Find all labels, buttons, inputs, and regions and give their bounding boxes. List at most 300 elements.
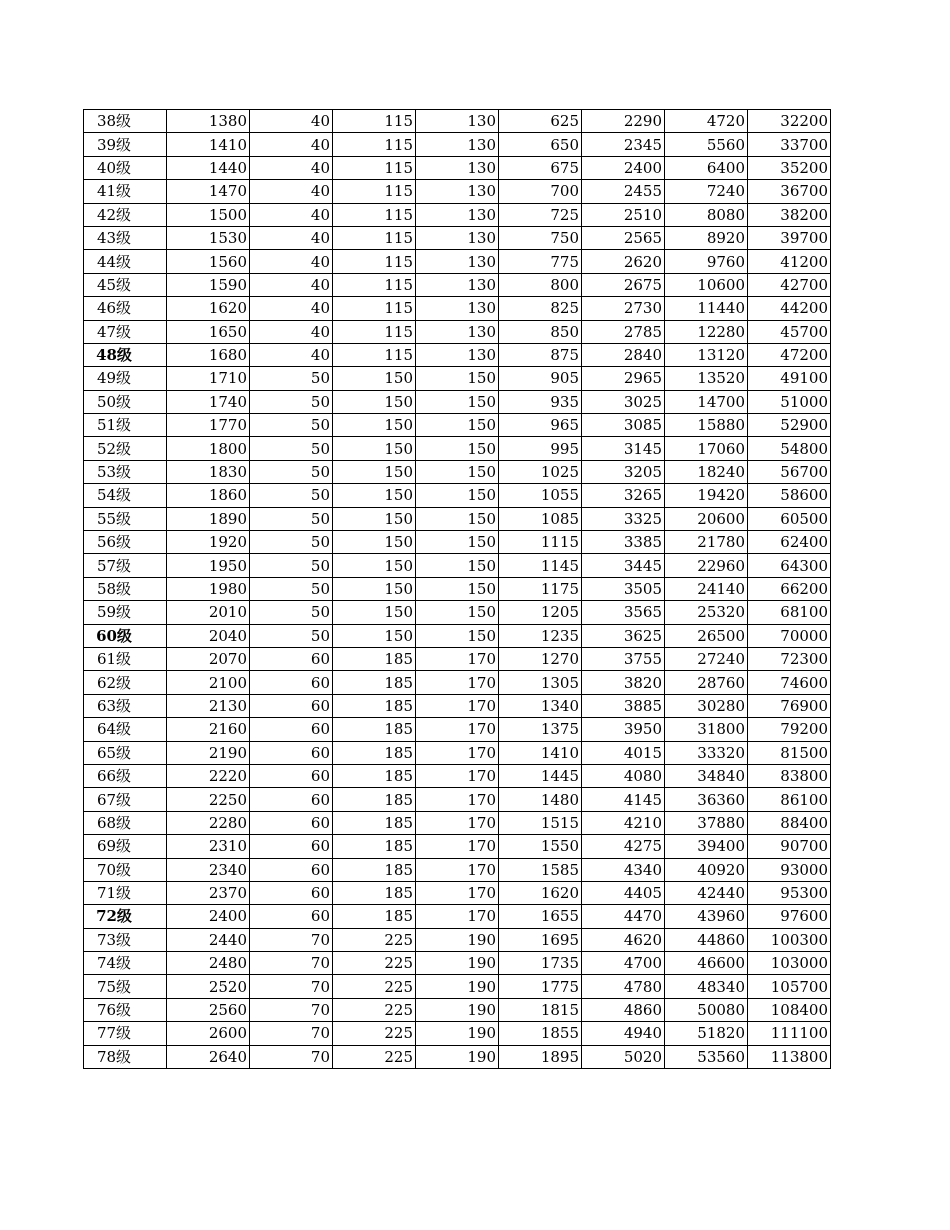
table-row <box>84 343 831 366</box>
value-cell-col-4: 190 <box>416 1022 499 1045</box>
value-cell-col-3: 225 <box>333 952 416 975</box>
table-row <box>84 1045 831 1068</box>
table-row <box>84 367 831 390</box>
table-row <box>84 788 831 811</box>
value-cell-col-3: 185 <box>333 905 416 928</box>
value-cell-col-4: 150 <box>416 437 499 460</box>
value-cell-col-5: 1815 <box>499 998 582 1021</box>
value-cell-col-7: 48340 <box>665 975 748 998</box>
value-cell-col-3: 185 <box>333 881 416 904</box>
value-cell-col-7: 39400 <box>665 835 748 858</box>
value-cell-col-5: 1410 <box>499 741 582 764</box>
table-row <box>84 928 831 951</box>
value-cell-col-5: 825 <box>499 297 582 320</box>
value-cell-col-3: 185 <box>333 671 416 694</box>
value-cell-col-1: 2070 <box>167 647 250 670</box>
value-cell-col-4: 130 <box>416 110 499 133</box>
value-cell-col-7: 33320 <box>665 741 748 764</box>
value-cell-col-5: 1775 <box>499 975 582 998</box>
value-cell-col-8: 66200 <box>748 577 831 600</box>
value-cell-col-1: 1890 <box>167 507 250 530</box>
level-cell: 71级 <box>84 881 167 904</box>
value-cell-col-6: 4780 <box>582 975 665 998</box>
value-cell-col-2: 50 <box>250 484 333 507</box>
value-cell-col-2: 60 <box>250 881 333 904</box>
table-row <box>84 180 831 203</box>
value-cell-col-3: 150 <box>333 507 416 530</box>
value-cell-col-1: 2640 <box>167 1045 250 1068</box>
level-cell: 38级 <box>84 110 167 133</box>
value-cell-col-8: 83800 <box>748 764 831 787</box>
value-cell-col-3: 115 <box>333 110 416 133</box>
value-cell-col-8: 74600 <box>748 671 831 694</box>
value-cell-col-7: 53560 <box>665 1045 748 1068</box>
value-cell-col-3: 150 <box>333 601 416 624</box>
value-cell-col-2: 60 <box>250 811 333 834</box>
table-row <box>84 320 831 343</box>
value-cell-col-4: 170 <box>416 694 499 717</box>
value-cell-col-3: 150 <box>333 531 416 554</box>
value-cell-col-1: 2100 <box>167 671 250 694</box>
value-cell-col-6: 4405 <box>582 881 665 904</box>
value-cell-col-3: 185 <box>333 858 416 881</box>
value-cell-col-4: 170 <box>416 671 499 694</box>
value-cell-col-3: 115 <box>333 180 416 203</box>
value-cell-col-4: 170 <box>416 881 499 904</box>
value-cell-col-3: 185 <box>333 694 416 717</box>
value-cell-col-1: 1740 <box>167 390 250 413</box>
value-cell-col-3: 185 <box>333 647 416 670</box>
value-cell-col-2: 60 <box>250 905 333 928</box>
table-row <box>84 577 831 600</box>
value-cell-col-1: 2520 <box>167 975 250 998</box>
value-cell-col-4: 190 <box>416 928 499 951</box>
value-cell-col-1: 2600 <box>167 1022 250 1045</box>
value-cell-col-1: 2190 <box>167 741 250 764</box>
table-row <box>84 952 831 975</box>
value-cell-col-8: 97600 <box>748 905 831 928</box>
table-row <box>84 273 831 296</box>
value-cell-col-8: 111100 <box>748 1022 831 1045</box>
value-cell-col-1: 1410 <box>167 133 250 156</box>
value-cell-col-6: 2965 <box>582 367 665 390</box>
value-cell-col-4: 170 <box>416 788 499 811</box>
level-cell: 43级 <box>84 226 167 249</box>
value-cell-col-8: 33700 <box>748 133 831 156</box>
value-cell-col-8: 39700 <box>748 226 831 249</box>
value-cell-col-8: 54800 <box>748 437 831 460</box>
value-cell-col-6: 2675 <box>582 273 665 296</box>
table-body <box>84 110 831 1069</box>
value-cell-col-5: 1895 <box>499 1045 582 1068</box>
value-cell-col-5: 725 <box>499 203 582 226</box>
level-cell: 77级 <box>84 1022 167 1045</box>
value-cell-col-1: 1980 <box>167 577 250 600</box>
value-cell-col-1: 1380 <box>167 110 250 133</box>
value-cell-col-7: 51820 <box>665 1022 748 1045</box>
value-cell-col-7: 9760 <box>665 250 748 273</box>
value-cell-col-3: 150 <box>333 414 416 437</box>
value-cell-col-2: 70 <box>250 975 333 998</box>
value-cell-col-2: 40 <box>250 110 333 133</box>
value-cell-col-4: 130 <box>416 297 499 320</box>
value-cell-col-8: 68100 <box>748 601 831 624</box>
value-cell-col-5: 995 <box>499 437 582 460</box>
level-cell: 53级 <box>84 460 167 483</box>
value-cell-col-1: 2480 <box>167 952 250 975</box>
value-cell-col-3: 185 <box>333 811 416 834</box>
value-cell-col-6: 3820 <box>582 671 665 694</box>
table-row <box>84 156 831 179</box>
value-cell-col-4: 130 <box>416 250 499 273</box>
value-cell-col-5: 1585 <box>499 858 582 881</box>
value-cell-col-4: 130 <box>416 156 499 179</box>
value-cell-col-8: 81500 <box>748 741 831 764</box>
value-cell-col-4: 150 <box>416 531 499 554</box>
value-cell-col-4: 170 <box>416 718 499 741</box>
value-cell-col-4: 150 <box>416 624 499 647</box>
level-cell: 62级 <box>84 671 167 694</box>
value-cell-col-4: 130 <box>416 273 499 296</box>
value-cell-col-4: 190 <box>416 952 499 975</box>
level-cell: 63级 <box>84 694 167 717</box>
value-cell-col-6: 2565 <box>582 226 665 249</box>
value-cell-col-6: 4340 <box>582 858 665 881</box>
value-cell-col-8: 60500 <box>748 507 831 530</box>
value-cell-col-8: 47200 <box>748 343 831 366</box>
value-cell-col-5: 750 <box>499 226 582 249</box>
value-cell-col-3: 225 <box>333 975 416 998</box>
value-cell-col-7: 14700 <box>665 390 748 413</box>
value-cell-col-7: 8920 <box>665 226 748 249</box>
value-cell-col-4: 150 <box>416 554 499 577</box>
level-cell: 68级 <box>84 811 167 834</box>
table-row <box>84 671 831 694</box>
value-cell-col-3: 115 <box>333 250 416 273</box>
value-cell-col-5: 675 <box>499 156 582 179</box>
value-cell-col-7: 40920 <box>665 858 748 881</box>
value-cell-col-2: 40 <box>250 320 333 343</box>
value-cell-col-6: 3205 <box>582 460 665 483</box>
value-cell-col-1: 2560 <box>167 998 250 1021</box>
value-cell-col-1: 2130 <box>167 694 250 717</box>
value-cell-col-1: 1650 <box>167 320 250 343</box>
table-row <box>84 858 831 881</box>
value-cell-col-5: 1550 <box>499 835 582 858</box>
value-cell-col-6: 2620 <box>582 250 665 273</box>
value-cell-col-4: 170 <box>416 741 499 764</box>
level-cell: 64级 <box>84 718 167 741</box>
value-cell-col-6: 3145 <box>582 437 665 460</box>
value-cell-col-5: 1340 <box>499 694 582 717</box>
value-cell-col-2: 50 <box>250 460 333 483</box>
value-cell-col-3: 150 <box>333 390 416 413</box>
level-cell: 61级 <box>84 647 167 670</box>
table-row <box>84 998 831 1021</box>
value-cell-col-8: 79200 <box>748 718 831 741</box>
level-cell: 69级 <box>84 835 167 858</box>
value-cell-col-2: 60 <box>250 788 333 811</box>
value-cell-col-7: 43960 <box>665 905 748 928</box>
value-cell-col-5: 1145 <box>499 554 582 577</box>
value-cell-col-8: 72300 <box>748 647 831 670</box>
value-cell-col-8: 103000 <box>748 952 831 975</box>
value-cell-col-3: 115 <box>333 133 416 156</box>
value-cell-col-6: 5020 <box>582 1045 665 1068</box>
value-cell-col-3: 225 <box>333 998 416 1021</box>
value-cell-col-8: 64300 <box>748 554 831 577</box>
value-cell-col-7: 13520 <box>665 367 748 390</box>
value-cell-col-4: 190 <box>416 1045 499 1068</box>
value-cell-col-2: 40 <box>250 226 333 249</box>
table-row <box>84 905 831 928</box>
level-cell: 56级 <box>84 531 167 554</box>
value-cell-col-1: 2400 <box>167 905 250 928</box>
value-cell-col-8: 45700 <box>748 320 831 343</box>
table-row <box>84 390 831 413</box>
level-cell: 57级 <box>84 554 167 577</box>
table-row <box>84 133 831 156</box>
value-cell-col-2: 40 <box>250 156 333 179</box>
value-cell-col-1: 1950 <box>167 554 250 577</box>
value-cell-col-1: 1680 <box>167 343 250 366</box>
table-row <box>84 881 831 904</box>
value-cell-col-8: 35200 <box>748 156 831 179</box>
value-cell-col-6: 3265 <box>582 484 665 507</box>
value-cell-col-6: 3325 <box>582 507 665 530</box>
value-cell-col-5: 1305 <box>499 671 582 694</box>
table-row <box>84 110 831 133</box>
value-cell-col-7: 20600 <box>665 507 748 530</box>
level-cell: 67级 <box>84 788 167 811</box>
value-cell-col-7: 6400 <box>665 156 748 179</box>
value-cell-col-5: 1115 <box>499 531 582 554</box>
value-cell-col-6: 4210 <box>582 811 665 834</box>
value-cell-col-4: 130 <box>416 133 499 156</box>
level-cell: 49级 <box>84 367 167 390</box>
value-cell-col-6: 2400 <box>582 156 665 179</box>
value-cell-col-3: 185 <box>333 718 416 741</box>
value-cell-col-1: 2250 <box>167 788 250 811</box>
value-cell-col-3: 115 <box>333 297 416 320</box>
value-cell-col-7: 42440 <box>665 881 748 904</box>
table-row <box>84 647 831 670</box>
value-cell-col-5: 1515 <box>499 811 582 834</box>
value-cell-col-3: 115 <box>333 320 416 343</box>
value-cell-col-6: 2840 <box>582 343 665 366</box>
value-cell-col-6: 2345 <box>582 133 665 156</box>
value-cell-col-6: 4620 <box>582 928 665 951</box>
value-cell-col-8: 42700 <box>748 273 831 296</box>
value-cell-col-3: 150 <box>333 577 416 600</box>
value-cell-col-4: 170 <box>416 764 499 787</box>
value-cell-col-8: 58600 <box>748 484 831 507</box>
value-cell-col-3: 185 <box>333 764 416 787</box>
value-cell-col-1: 1710 <box>167 367 250 390</box>
value-cell-col-5: 1235 <box>499 624 582 647</box>
value-cell-col-6: 3755 <box>582 647 665 670</box>
value-cell-col-1: 1800 <box>167 437 250 460</box>
level-cell: 58级 <box>84 577 167 600</box>
value-cell-col-4: 150 <box>416 390 499 413</box>
value-cell-col-2: 50 <box>250 414 333 437</box>
value-cell-col-8: 95300 <box>748 881 831 904</box>
value-cell-col-7: 30280 <box>665 694 748 717</box>
level-cell: 44级 <box>84 250 167 273</box>
value-cell-col-4: 170 <box>416 647 499 670</box>
value-cell-col-7: 7240 <box>665 180 748 203</box>
table-row <box>84 226 831 249</box>
value-cell-col-4: 150 <box>416 367 499 390</box>
value-cell-col-2: 60 <box>250 835 333 858</box>
value-cell-col-8: 113800 <box>748 1045 831 1068</box>
level-cell: 65级 <box>84 741 167 764</box>
value-cell-col-4: 130 <box>416 226 499 249</box>
value-cell-col-8: 41200 <box>748 250 831 273</box>
value-cell-col-6: 2730 <box>582 297 665 320</box>
value-cell-col-7: 21780 <box>665 531 748 554</box>
table-row <box>84 484 831 507</box>
value-cell-col-7: 27240 <box>665 647 748 670</box>
value-cell-col-2: 60 <box>250 694 333 717</box>
value-cell-col-8: 36700 <box>748 180 831 203</box>
value-cell-col-5: 1855 <box>499 1022 582 1045</box>
value-cell-col-8: 44200 <box>748 297 831 320</box>
value-cell-col-7: 34840 <box>665 764 748 787</box>
table-row <box>84 297 831 320</box>
value-cell-col-6: 3445 <box>582 554 665 577</box>
value-cell-col-7: 36360 <box>665 788 748 811</box>
value-cell-col-7: 10600 <box>665 273 748 296</box>
value-cell-col-1: 2040 <box>167 624 250 647</box>
value-cell-col-3: 115 <box>333 273 416 296</box>
value-cell-col-8: 90700 <box>748 835 831 858</box>
table-row <box>84 718 831 741</box>
level-cell: 59级 <box>84 601 167 624</box>
value-cell-col-2: 40 <box>250 297 333 320</box>
value-cell-col-3: 115 <box>333 203 416 226</box>
value-cell-col-8: 105700 <box>748 975 831 998</box>
value-cell-col-3: 115 <box>333 156 416 179</box>
value-cell-col-1: 2220 <box>167 764 250 787</box>
value-cell-col-1: 1500 <box>167 203 250 226</box>
value-cell-col-2: 50 <box>250 367 333 390</box>
table-row <box>84 741 831 764</box>
value-cell-col-4: 150 <box>416 484 499 507</box>
table-row <box>84 624 831 647</box>
value-cell-col-6: 2510 <box>582 203 665 226</box>
value-cell-col-5: 1025 <box>499 460 582 483</box>
value-cell-col-3: 150 <box>333 367 416 390</box>
value-cell-col-1: 2310 <box>167 835 250 858</box>
value-cell-col-5: 650 <box>499 133 582 156</box>
value-cell-col-1: 1470 <box>167 180 250 203</box>
value-cell-col-8: 70000 <box>748 624 831 647</box>
level-cell: 45级 <box>84 273 167 296</box>
level-cell: 54级 <box>84 484 167 507</box>
value-cell-col-5: 1175 <box>499 577 582 600</box>
value-cell-col-5: 625 <box>499 110 582 133</box>
value-cell-col-1: 1530 <box>167 226 250 249</box>
level-cell: 50级 <box>84 390 167 413</box>
value-cell-col-2: 40 <box>250 273 333 296</box>
value-cell-col-4: 170 <box>416 858 499 881</box>
value-cell-col-2: 40 <box>250 343 333 366</box>
table-row <box>84 811 831 834</box>
table-row <box>84 554 831 577</box>
value-cell-col-5: 1655 <box>499 905 582 928</box>
value-cell-col-8: 49100 <box>748 367 831 390</box>
value-cell-col-6: 3085 <box>582 414 665 437</box>
value-cell-col-6: 2290 <box>582 110 665 133</box>
value-cell-col-5: 965 <box>499 414 582 437</box>
value-cell-col-1: 2370 <box>167 881 250 904</box>
value-cell-col-3: 225 <box>333 928 416 951</box>
value-cell-col-4: 130 <box>416 320 499 343</box>
level-cell: 66级 <box>84 764 167 787</box>
value-cell-col-5: 875 <box>499 343 582 366</box>
value-cell-col-2: 50 <box>250 601 333 624</box>
table-row <box>84 601 831 624</box>
value-cell-col-1: 2280 <box>167 811 250 834</box>
value-cell-col-3: 185 <box>333 835 416 858</box>
value-cell-col-7: 31800 <box>665 718 748 741</box>
value-cell-col-5: 850 <box>499 320 582 343</box>
level-cell: 60级 <box>84 624 167 647</box>
value-cell-col-4: 150 <box>416 577 499 600</box>
value-cell-col-6: 3625 <box>582 624 665 647</box>
table-row <box>84 764 831 787</box>
table-row <box>84 460 831 483</box>
value-cell-col-7: 8080 <box>665 203 748 226</box>
value-cell-col-7: 26500 <box>665 624 748 647</box>
value-cell-col-2: 40 <box>250 133 333 156</box>
value-cell-col-2: 50 <box>250 507 333 530</box>
level-cell: 78级 <box>84 1045 167 1068</box>
table-row <box>84 203 831 226</box>
value-cell-col-4: 130 <box>416 343 499 366</box>
value-cell-col-6: 4015 <box>582 741 665 764</box>
value-cell-col-8: 32200 <box>748 110 831 133</box>
value-cell-col-2: 60 <box>250 671 333 694</box>
table-row <box>84 835 831 858</box>
value-cell-col-8: 76900 <box>748 694 831 717</box>
value-cell-col-4: 150 <box>416 507 499 530</box>
table-row <box>84 1022 831 1045</box>
level-cell: 46级 <box>84 297 167 320</box>
value-cell-col-6: 3025 <box>582 390 665 413</box>
value-cell-col-6: 4470 <box>582 905 665 928</box>
value-cell-col-3: 225 <box>333 1022 416 1045</box>
level-cell: 72级 <box>84 905 167 928</box>
value-cell-col-7: 37880 <box>665 811 748 834</box>
value-cell-col-1: 1770 <box>167 414 250 437</box>
value-cell-col-2: 50 <box>250 624 333 647</box>
value-cell-col-8: 88400 <box>748 811 831 834</box>
value-cell-col-5: 935 <box>499 390 582 413</box>
table-row <box>84 531 831 554</box>
table-row <box>84 507 831 530</box>
value-cell-col-1: 1590 <box>167 273 250 296</box>
value-cell-col-4: 150 <box>416 460 499 483</box>
value-cell-col-5: 1735 <box>499 952 582 975</box>
value-cell-col-5: 1695 <box>499 928 582 951</box>
value-cell-col-2: 60 <box>250 741 333 764</box>
value-cell-col-7: 12280 <box>665 320 748 343</box>
value-cell-col-1: 1560 <box>167 250 250 273</box>
value-cell-col-6: 2455 <box>582 180 665 203</box>
table-row <box>84 250 831 273</box>
